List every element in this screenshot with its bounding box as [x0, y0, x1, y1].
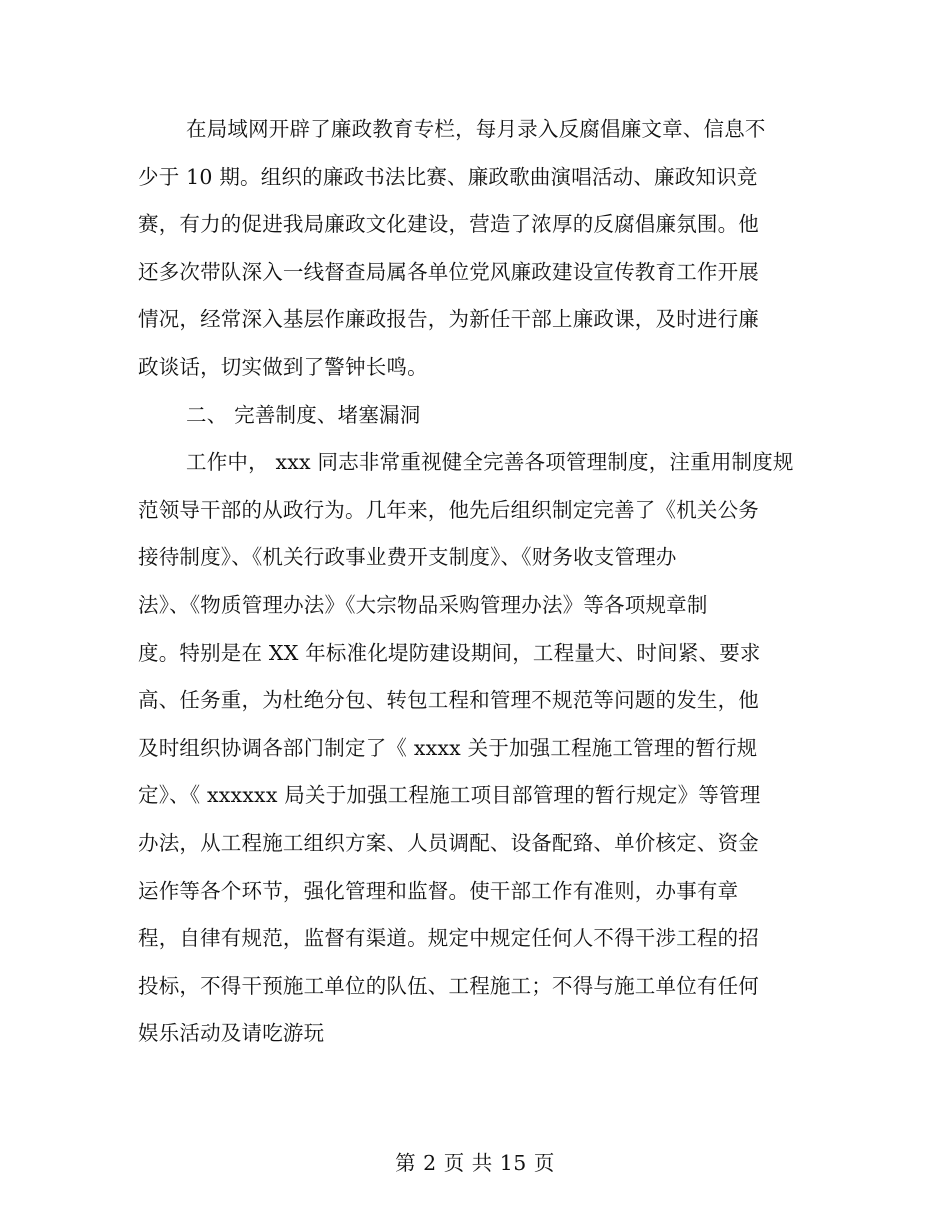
- paragraph-line: 及时组织协调各部门制定了《 xxxx 关于加强工程施工管理的暂行规: [138, 735, 758, 760]
- paragraph-line: 情况，经常深入基层作廉政报告，为新任干部上廉政课，及时进行廉: [138, 307, 759, 332]
- paragraph-line: 程，自律有规范，监督有渠道。规定中规定任何人不得干涉工程的招: [138, 926, 759, 951]
- paragraph-line: 投标，不得干预施工单位的队伍、工程施工；不得与施工单位有任何: [138, 973, 759, 998]
- paragraph-line: 范领导干部的从政行为。几年来，他先后组织制定完善了《机关公务: [138, 497, 759, 522]
- section-heading: 二、 完善制度、堵塞漏洞: [186, 402, 421, 427]
- paragraph-line: 定》、《 xxxxxx 局关于加强工程施工项目部管理的暂行规定》等管理: [138, 783, 761, 808]
- paragraph-line: 政谈话，切实做到了警钟长鸣。: [138, 354, 428, 379]
- paragraph-line: 娱乐活动及请吃游玩: [138, 1021, 325, 1046]
- paragraph-line: 法》、《物质管理办法》《大宗物品采购管理办法》等各项规章制: [138, 592, 708, 617]
- page-number-footer: 第 2 页 共 15 页: [395, 1151, 555, 1175]
- paragraph-line: 接待制度》、《机关行政事业费开支制度》、《财务收支管理办: [138, 545, 677, 570]
- paragraph-line: 还多次带队深入一线督查局属各单位党风廉政建设宣传教育工作开展: [138, 259, 759, 284]
- paragraph-line: 少于 10 期。组织的廉政书法比赛、廉政歌曲演唱活动、廉政知识竞: [138, 164, 758, 189]
- paragraph-line: 在局域网开辟了廉政教育专栏，每月录入反腐倡廉文章、信息不: [186, 117, 766, 141]
- document-body: [138, 106, 798, 1058]
- paragraph-line: 办法，从工程施工组织方案、人员调配、设备配臵、单价核定、资金: [138, 830, 759, 855]
- paragraph-line: 赛，有力的促进我局廉政文化建设，营造了浓厚的反腐倡廉氛围。他: [138, 212, 759, 237]
- paragraph-line: 工作中， xxx 同志非常重视健全完善各项管理制度，注重用制度规: [186, 450, 794, 475]
- paragraph-line: 高、任务重，为杜绝分包、转包工程和管理不规范等问题的发生，他: [138, 688, 759, 713]
- paragraph-line: 度。特别是在 XX 年标准化堤防建设期间，工程量大、时间紧、要求: [138, 640, 761, 665]
- paragraph-line: 运作等各个环节，强化管理和监督。使干部工作有准则，办事有章: [138, 878, 739, 903]
